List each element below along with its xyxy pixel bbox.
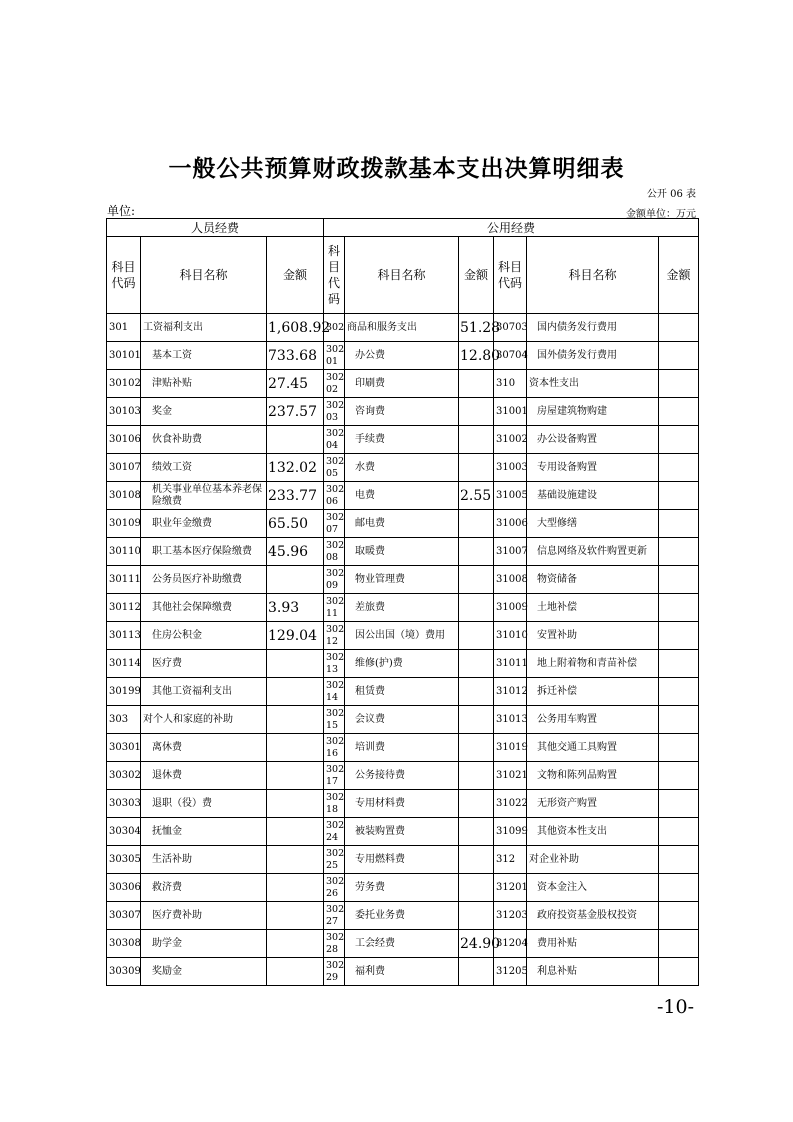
amount-cell: 45.96 [267,538,324,566]
name-cell: 工会经费 [345,930,459,958]
amount-cell [267,734,324,762]
amount-cell [659,930,699,958]
amount-cell [459,790,494,818]
name-cell: 其他资本性支出 [527,818,659,846]
amount-cell [659,958,699,986]
code-cell: 302 29 [324,958,345,986]
amount-cell: 27.45 [267,370,324,398]
amount-cell [659,762,699,790]
code-cell: 302 11 [324,594,345,622]
code-cell: 30109 [107,510,141,538]
table-row [107,734,699,762]
code-cell: 30114 [107,650,141,678]
name-cell: 绩效工资 [141,454,267,482]
code-cell: 30302 [107,762,141,790]
header-code-1: 科目 代码 [107,237,141,314]
name-cell: 电费 [345,482,459,510]
name-cell: 商品和服务支出 [345,314,459,342]
code-cell: 302 09 [324,566,345,594]
name-cell: 土地补偿 [527,594,659,622]
name-cell: 无形资产购置 [527,790,659,818]
code-cell: 30102 [107,370,141,398]
amount-cell [659,818,699,846]
header-amount-1: 金额 [267,237,324,314]
amount-cell [659,902,699,930]
code-cell: 31002 [494,426,527,454]
name-cell: 维修(护)费 [345,650,459,678]
name-cell: 公务用车购置 [527,706,659,734]
code-cell: 30304 [107,818,141,846]
amount-cell [459,818,494,846]
amount-cell [459,594,494,622]
code-cell: 30305 [107,846,141,874]
name-cell: 手续费 [345,426,459,454]
name-cell: 地上附着物和青苗补偿 [527,650,659,678]
code-cell: 302 06 [324,482,345,510]
name-cell: 资本金注入 [527,874,659,902]
expenditure-table [106,218,699,986]
name-cell: 取暖费 [345,538,459,566]
amount-cell: 233.77 [267,482,324,510]
header-code-2: 科 目 代 码 [324,237,345,314]
code-cell: 31006 [494,510,527,538]
code-cell: 31022 [494,790,527,818]
name-cell: 公务员医疗补助缴费 [141,566,267,594]
name-cell: 奖励金 [141,958,267,986]
code-cell: 31008 [494,566,527,594]
amount-cell [459,734,494,762]
name-cell: 奖金 [141,398,267,426]
code-cell: 302 01 [324,342,345,370]
table-row [107,790,699,818]
amount-cell [267,566,324,594]
amount-cell [659,538,699,566]
amount-cell [267,846,324,874]
table-row [107,566,699,594]
name-cell: 医疗费 [141,650,267,678]
table-row [107,818,699,846]
name-cell: 抚恤金 [141,818,267,846]
table-row [107,762,699,790]
code-cell: 31021 [494,762,527,790]
amount-cell [459,566,494,594]
name-cell: 津贴补贴 [141,370,267,398]
name-cell: 专用材料费 [345,790,459,818]
amount-cell [659,790,699,818]
code-cell: 30111 [107,566,141,594]
table-row [107,482,699,510]
code-cell: 30199 [107,678,141,706]
code-cell: 303 [107,706,141,734]
name-cell: 伙食补助费 [141,426,267,454]
amount-cell [659,398,699,426]
name-cell: 拆迁补偿 [527,678,659,706]
code-cell: 30103 [107,398,141,426]
amount-cell [459,706,494,734]
amount-cell [267,706,324,734]
name-cell: 差旅费 [345,594,459,622]
amount-cell [459,902,494,930]
amount-cell: 237.57 [267,398,324,426]
code-cell: 30112 [107,594,141,622]
amount-cell: 733.68 [267,342,324,370]
name-cell: 其他交通工具购置 [527,734,659,762]
amount-cell [659,342,699,370]
header-name-1: 科目名称 [141,237,267,314]
code-cell: 30106 [107,426,141,454]
amount-cell [267,678,324,706]
name-cell: 政府投资基金股权投资 [527,902,659,930]
code-cell: 30303 [107,790,141,818]
code-cell: 302 13 [324,650,345,678]
table-row [107,650,699,678]
name-cell: 基本工资 [141,342,267,370]
code-cell: 31001 [494,398,527,426]
group-header-row [107,219,699,237]
code-cell: 301 [107,314,141,342]
table-row [107,874,699,902]
code-cell: 302 14 [324,678,345,706]
code-cell: 302 26 [324,874,345,902]
amount-cell: 3.93 [267,594,324,622]
code-cell: 31203 [494,902,527,930]
amount-cell [459,622,494,650]
name-cell: 劳务费 [345,874,459,902]
header-amount-3: 金额 [659,237,699,314]
name-cell: 对个人和家庭的补助 [141,706,267,734]
header-name-2: 科目名称 [345,237,459,314]
amount-unit-label: 金额单位：万元 [626,209,696,220]
page-title: 一般公共预算财政拨款基本支出决算明细表 [168,155,625,182]
code-cell: 302 17 [324,762,345,790]
name-cell: 委托业务费 [345,902,459,930]
code-cell: 302 [324,314,345,342]
code-cell: 31007 [494,538,527,566]
code-cell: 31019 [494,734,527,762]
table-row [107,706,699,734]
amount-cell [659,874,699,902]
name-cell: 其他社会保障缴费 [141,594,267,622]
code-cell: 31011 [494,650,527,678]
code-cell: 302 18 [324,790,345,818]
name-cell: 利息补贴 [527,958,659,986]
name-cell: 住房公积金 [141,622,267,650]
column-header-row [107,237,699,314]
code-cell: 31003 [494,454,527,482]
header-code-3: 科目 代码 [494,237,527,314]
code-cell: 31013 [494,706,527,734]
name-cell: 培训费 [345,734,459,762]
table-row [107,538,699,566]
code-cell: 31201 [494,874,527,902]
table-row [107,958,699,986]
amount-cell [459,874,494,902]
name-cell: 公务接待费 [345,762,459,790]
amount-cell [459,370,494,398]
amount-cell [459,958,494,986]
code-cell: 31012 [494,678,527,706]
code-cell: 302 15 [324,706,345,734]
name-cell: 安置补助 [527,622,659,650]
code-cell: 302 27 [324,902,345,930]
code-cell: 30703 [494,314,527,342]
code-cell: 31204 [494,930,527,958]
name-cell: 水费 [345,454,459,482]
amount-cell [659,678,699,706]
group-public: 公用经费 [324,219,699,237]
amount-cell [459,846,494,874]
table-row [107,398,699,426]
name-cell: 职工基本医疗保险缴费 [141,538,267,566]
name-cell: 专用燃料费 [345,846,459,874]
name-cell: 对企业补助 [527,846,659,874]
name-cell: 医疗费补助 [141,902,267,930]
amount-cell: 132.02 [267,454,324,482]
amount-cell [659,566,699,594]
code-cell: 302 07 [324,510,345,538]
name-cell: 物业管理费 [345,566,459,594]
code-cell: 30309 [107,958,141,986]
table-row [107,342,699,370]
name-cell: 福利费 [345,958,459,986]
table-row [107,370,699,398]
amount-cell [459,398,494,426]
name-cell: 被装购置费 [345,818,459,846]
name-cell: 国外债务发行费用 [527,342,659,370]
name-cell: 职业年金缴费 [141,510,267,538]
name-cell: 其他工资福利支出 [141,678,267,706]
amount-cell: 129.04 [267,622,324,650]
amount-cell: 2.55 [459,482,494,510]
name-cell: 费用补贴 [527,930,659,958]
code-cell: 30101 [107,342,141,370]
amount-cell: 1,608.92 [267,314,324,342]
amount-cell [267,790,324,818]
amount-cell [659,706,699,734]
name-cell: 工资福利支出 [141,314,267,342]
code-cell: 302 28 [324,930,345,958]
name-cell: 咨询费 [345,398,459,426]
code-cell: 31009 [494,594,527,622]
amount-cell [659,650,699,678]
name-cell: 救济费 [141,874,267,902]
code-cell: 30308 [107,930,141,958]
amount-cell [459,650,494,678]
amount-cell: 51.28 [459,314,494,342]
name-cell: 信息网络及软件购置更新 [527,538,659,566]
table-row [107,902,699,930]
name-cell: 邮电费 [345,510,459,538]
group-personnel: 人员经费 [107,219,324,237]
amount-cell [459,762,494,790]
table-row [107,314,699,342]
name-cell: 资本性支出 [527,370,659,398]
name-cell: 会议费 [345,706,459,734]
code-cell: 30307 [107,902,141,930]
amount-cell [267,930,324,958]
code-cell: 302 04 [324,426,345,454]
name-cell: 大型修缮 [527,510,659,538]
code-cell: 30110 [107,538,141,566]
amount-cell [267,426,324,454]
amount-cell: 12.80 [459,342,494,370]
name-cell: 办公费 [345,342,459,370]
code-cell: 312 [494,846,527,874]
page-number: -10- [656,996,694,1018]
header-name-3: 科目名称 [527,237,659,314]
code-cell: 302 08 [324,538,345,566]
amount-cell [659,594,699,622]
amount-cell [459,426,494,454]
code-cell: 30107 [107,454,141,482]
code-cell: 302 03 [324,398,345,426]
code-cell: 30704 [494,342,527,370]
amount-cell [267,650,324,678]
table-row [107,846,699,874]
table-row [107,594,699,622]
name-cell: 专用设备购置 [527,454,659,482]
code-cell: 302 05 [324,454,345,482]
table-row [107,622,699,650]
amount-cell [659,510,699,538]
code-cell: 302 02 [324,370,345,398]
amount-cell [659,846,699,874]
code-cell: 30113 [107,622,141,650]
name-cell: 离休费 [141,734,267,762]
amount-cell [659,482,699,510]
name-cell: 基础设施建设 [527,482,659,510]
amount-cell [459,678,494,706]
amount-cell [659,426,699,454]
code-cell: 302 12 [324,622,345,650]
name-cell: 租赁费 [345,678,459,706]
amount-cell [267,902,324,930]
amount-cell [659,734,699,762]
amount-cell [267,874,324,902]
amount-cell [459,538,494,566]
table-row [107,930,699,958]
name-cell: 办公设备购置 [527,426,659,454]
table-row [107,510,699,538]
name-cell: 因公出国（境）费用 [345,622,459,650]
name-cell: 物资储备 [527,566,659,594]
amount-cell: 24.90 [459,930,494,958]
code-cell: 30306 [107,874,141,902]
code-cell: 30108 [107,482,141,510]
code-cell: 302 16 [324,734,345,762]
name-cell: 房屋建筑物购建 [527,398,659,426]
amount-cell [267,818,324,846]
amount-cell: 65.50 [267,510,324,538]
code-cell: 31005 [494,482,527,510]
code-cell: 31099 [494,818,527,846]
code-cell: 302 25 [324,846,345,874]
name-cell: 文物和陈列品购置 [527,762,659,790]
amount-cell [459,454,494,482]
name-cell: 退职（役）费 [141,790,267,818]
code-cell: 31205 [494,958,527,986]
unit-label: 单位: [107,204,136,218]
amount-cell [267,958,324,986]
name-cell: 退休费 [141,762,267,790]
table-row [107,426,699,454]
code-cell: 302 24 [324,818,345,846]
amount-cell [659,454,699,482]
code-cell: 310 [494,370,527,398]
form-number: 公开 06 表 [646,189,696,200]
table-row [107,678,699,706]
amount-cell [459,510,494,538]
header-amount-2: 金额 [459,237,494,314]
name-cell: 印刷费 [345,370,459,398]
name-cell: 生活补助 [141,846,267,874]
name-cell: 国内债务发行费用 [527,314,659,342]
amount-cell [659,370,699,398]
amount-cell [659,314,699,342]
code-cell: 31010 [494,622,527,650]
table-row [107,454,699,482]
amount-cell [267,762,324,790]
name-cell: 助学金 [141,930,267,958]
amount-cell [659,622,699,650]
name-cell: 机关事业单位基本养老保险缴费 [141,482,267,510]
code-cell: 30301 [107,734,141,762]
